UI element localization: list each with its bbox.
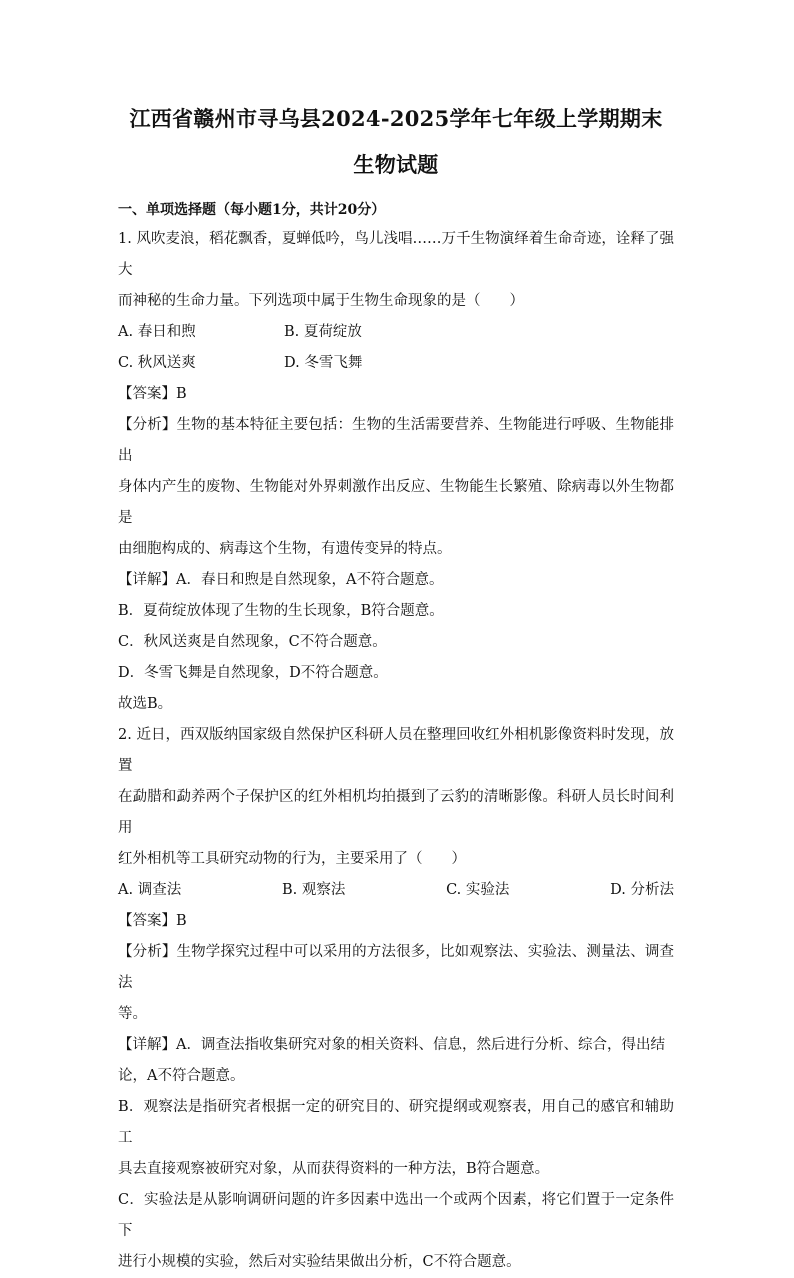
q1-stem-line1: 1. 风吹麦浪，稻花飘香，夏蝉低吟，鸟儿浅唱……万千生物演绎着生命奇迹，诠释了强大 xyxy=(118,231,674,278)
q2-detail-a-line1: 【详解】A．调查法指收集研究对象的相关资料、信息，然后进行分析、综合，得出结 xyxy=(118,1037,665,1053)
q1-option-a: A. 春日和煦 xyxy=(118,324,196,340)
q2-analysis-line2: 等。 xyxy=(118,1006,147,1022)
section-heading: 一、单项选择题（每小题1分，共计20分） xyxy=(118,202,386,218)
q2-stem-line3: 红外相机等工具研究动物的行为，主要采用了（ ） xyxy=(118,851,466,867)
q1-analysis-line3: 由细胞构成的、病毒这个生物，有遗传变异的特点。 xyxy=(118,541,452,557)
q1-conclusion: 故选B。 xyxy=(118,696,173,712)
q1-option-b: B. 夏荷绽放 xyxy=(284,324,362,340)
q1-analysis-line1: 【分析】生物的基本特征主要包括：生物的生活需要营养、生物能进行呼吸、生物能排出 xyxy=(118,417,674,464)
q1-detail-c: C．秋风送爽是自然现象，C不符合题意。 xyxy=(118,634,387,650)
q1-options-row1 xyxy=(118,317,674,348)
q1-options-row2 xyxy=(118,348,674,379)
q1-detail-a: 【详解】A．春日和煦是自然现象，A不符合题意。 xyxy=(118,572,444,588)
q2-option-d: D. 分析法 xyxy=(610,882,674,898)
q2-detail-c-line2: 进行小规模的实验，然后对实验结果做出分析，C不符合题意。 xyxy=(118,1254,521,1270)
page-title-line1: 江西省赣州市寻乌县2024-2025学年七年级上学期期末 xyxy=(129,106,663,131)
q2-detail-a-line2: 论，A不符合题意。 xyxy=(118,1068,245,1084)
q1-option-d: D. 冬雪飞舞 xyxy=(284,355,363,371)
q1-answer: 【答案】B xyxy=(118,386,187,402)
q1-analysis-line2: 身体内产生的废物、生物能对外界刺激作出反应、生物能生长繁殖、除病毒以外生物都是 xyxy=(118,479,674,526)
q2-stem-line1: 2. 近日，西双版纳国家级自然保护区科研人员在整理回收红外相机影像资料时发现，放置 xyxy=(118,727,674,774)
q2-option-a: A. 调查法 xyxy=(118,882,182,898)
q1-detail-d: D．冬雪飞舞是自然现象，D不符合题意。 xyxy=(118,665,388,681)
page-title-line2: 生物试题 xyxy=(353,152,439,177)
q2-analysis-line1: 【分析】生物学探究过程中可以采用的方法很多，比如观察法、实验法、测量法、调查法 xyxy=(118,944,674,991)
q1-detail-b: B．夏荷绽放体现了生物的生长现象，B符合题意。 xyxy=(118,603,444,619)
q2-detail-c-line1: C．实验法是从影响调研问题的许多因素中选出一个或两个因素，将它们置于一定条件下 xyxy=(118,1192,674,1239)
q2-option-c: C. 实验法 xyxy=(446,882,510,898)
q1-option-c: C. 秋风送爽 xyxy=(118,355,196,371)
q2-detail-b-line1: B．观察法是指研究者根据一定的研究目的、研究提纲或观察表，用自己的感官和辅助工 xyxy=(118,1099,674,1146)
question-1 xyxy=(118,224,674,720)
q2-answer: 【答案】B xyxy=(118,913,187,929)
q2-options-row xyxy=(118,875,674,906)
q2-stem-line2: 在勐腊和勐养两个子保护区的红外相机均拍摄到了云豹的清晰影像。科研人员长时间利用 xyxy=(118,789,674,836)
q2-detail-b-line2: 具去直接观察被研究对象，从而获得资料的一种方法，B符合题意。 xyxy=(118,1161,550,1177)
q2-option-b: B. 观察法 xyxy=(281,882,346,898)
q1-stem-line2: 而神秘的生命力量。下列选项中属于生物生命现象的是（ ） xyxy=(118,293,524,309)
question-2 xyxy=(118,720,674,1278)
